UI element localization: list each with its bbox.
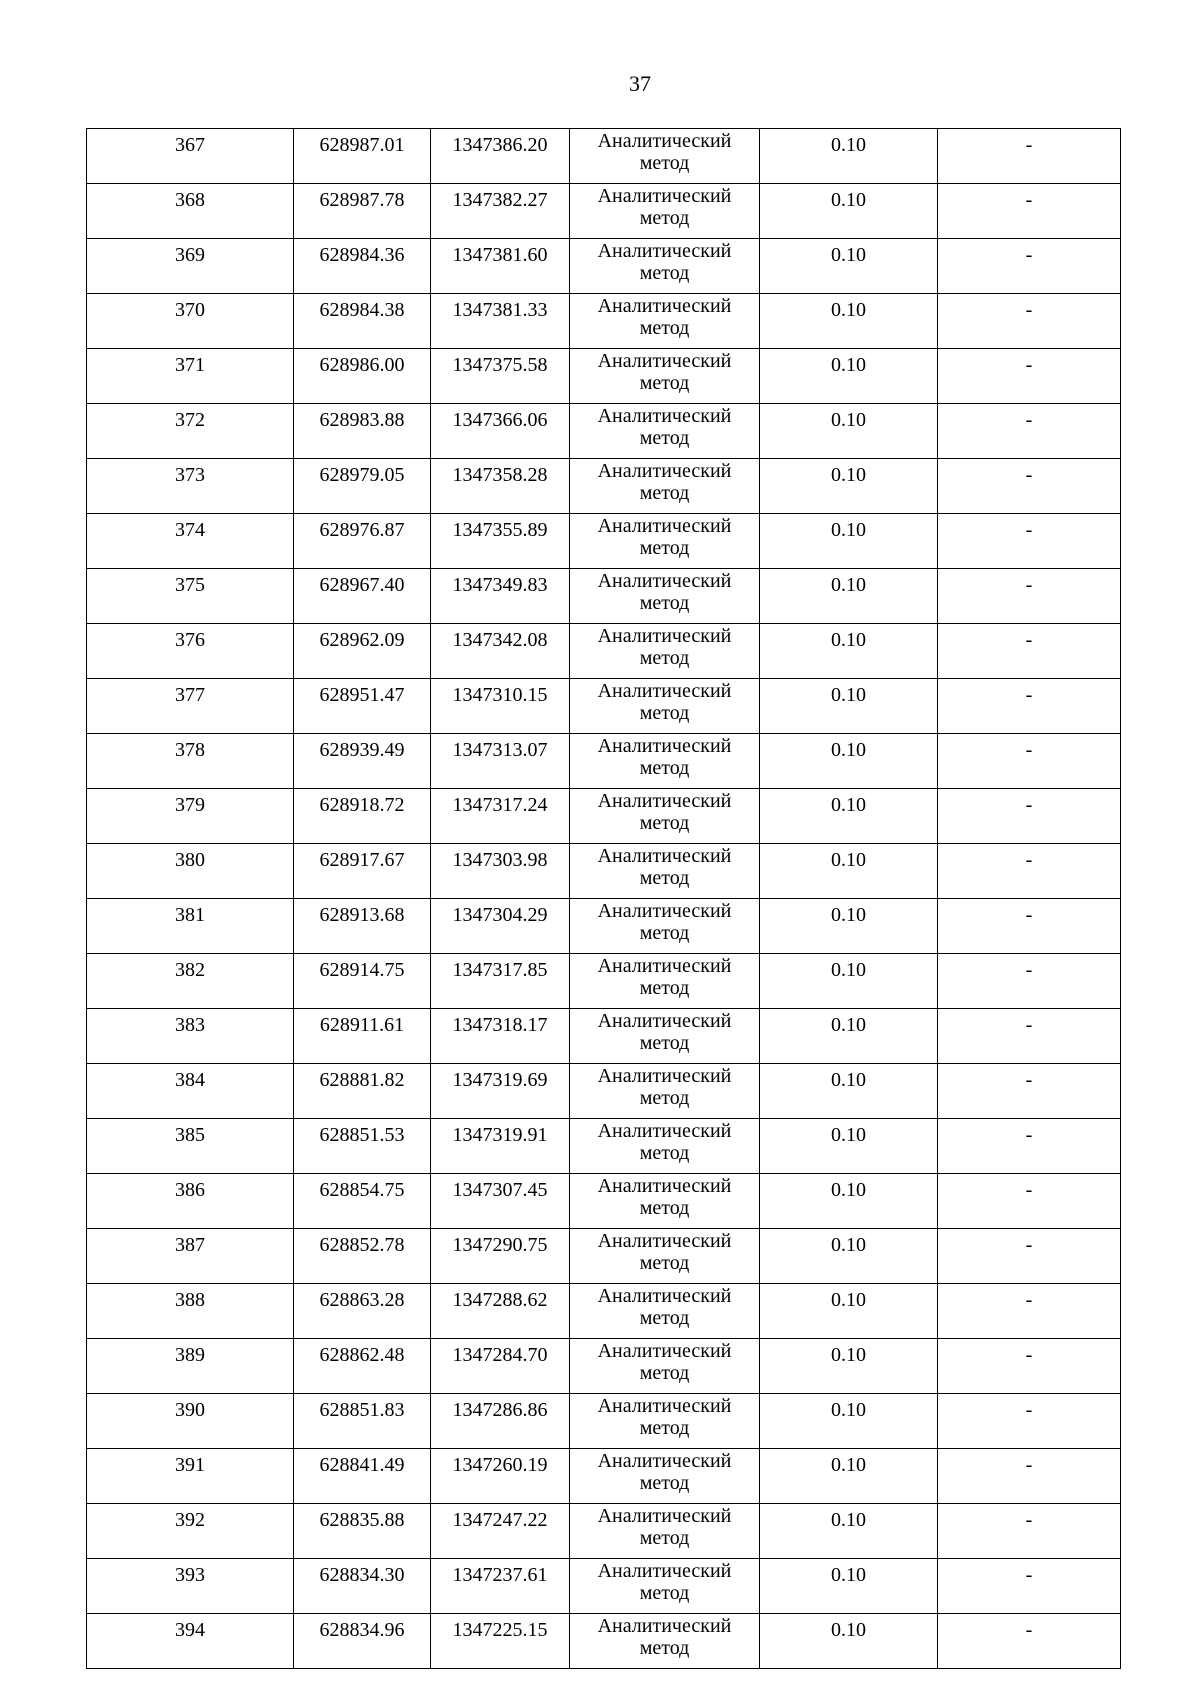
method-line-2: метод	[639, 812, 690, 834]
note-cell: -	[938, 1009, 1121, 1064]
x-coordinate-cell: 628918.72	[294, 789, 431, 844]
method-line-2: метод	[639, 262, 690, 284]
method-line-2: метод	[639, 757, 690, 779]
point-number-cell: 391	[87, 1449, 294, 1504]
method-line-2: метод	[639, 427, 690, 449]
table-row	[87, 294, 1121, 349]
method-cell	[570, 569, 760, 624]
y-coordinate-cell: 1347313.07	[431, 734, 570, 789]
method-cell	[570, 679, 760, 734]
method-line-1: Аналитический	[597, 1505, 732, 1527]
note-cell: -	[938, 129, 1121, 184]
accuracy-cell: 0.10	[760, 1229, 938, 1284]
y-coordinate-cell: 1347317.24	[431, 789, 570, 844]
table-row	[87, 239, 1121, 294]
point-number-cell: 393	[87, 1559, 294, 1614]
method-line-2: метод	[639, 592, 690, 614]
point-number-cell: 386	[87, 1174, 294, 1229]
y-coordinate-cell: 1347381.33	[431, 294, 570, 349]
method-cell	[570, 624, 760, 679]
accuracy-cell: 0.10	[760, 459, 938, 514]
y-coordinate-cell: 1347290.75	[431, 1229, 570, 1284]
y-coordinate-cell: 1347366.06	[431, 404, 570, 459]
point-number-cell: 392	[87, 1504, 294, 1559]
y-coordinate-cell: 1347310.15	[431, 679, 570, 734]
x-coordinate-cell: 628986.00	[294, 349, 431, 404]
accuracy-cell: 0.10	[760, 294, 938, 349]
accuracy-cell: 0.10	[760, 129, 938, 184]
method-line-2: метод	[639, 1472, 690, 1494]
y-coordinate-cell: 1347237.61	[431, 1559, 570, 1614]
method-line-1: Аналитический	[597, 680, 732, 702]
method-line-1: Аналитический	[597, 955, 732, 977]
x-coordinate-cell: 628911.61	[294, 1009, 431, 1064]
note-cell: -	[938, 514, 1121, 569]
method-cell	[570, 1449, 760, 1504]
point-number-cell: 394	[87, 1614, 294, 1669]
page-number: 37	[629, 71, 651, 96]
accuracy-cell: 0.10	[760, 1119, 938, 1174]
table-row	[87, 1119, 1121, 1174]
note-cell: -	[938, 1559, 1121, 1614]
x-coordinate-cell: 628914.75	[294, 954, 431, 1009]
method-line-2: метод	[639, 647, 690, 669]
x-coordinate-cell: 628976.87	[294, 514, 431, 569]
note-cell: -	[938, 624, 1121, 679]
point-number-cell: 374	[87, 514, 294, 569]
accuracy-cell: 0.10	[760, 569, 938, 624]
method-cell	[570, 954, 760, 1009]
x-coordinate-cell: 628863.28	[294, 1284, 431, 1339]
method-line-2: метод	[639, 1142, 690, 1164]
method-line-1: Аналитический	[597, 1285, 732, 1307]
method-line-1: Аналитический	[597, 790, 732, 812]
x-coordinate-cell: 628851.83	[294, 1394, 431, 1449]
table-row	[87, 1009, 1121, 1064]
note-cell: -	[938, 1449, 1121, 1504]
point-number-cell: 383	[87, 1009, 294, 1064]
method-line-1: Аналитический	[597, 900, 732, 922]
accuracy-cell: 0.10	[760, 1614, 938, 1669]
point-number-cell: 379	[87, 789, 294, 844]
table-row	[87, 1504, 1121, 1559]
method-line-2: метод	[639, 152, 690, 174]
method-line-1: Аналитический	[597, 1450, 732, 1472]
y-coordinate-cell: 1347260.19	[431, 1449, 570, 1504]
method-cell	[570, 1394, 760, 1449]
x-coordinate-cell: 628983.88	[294, 404, 431, 459]
point-number-cell: 390	[87, 1394, 294, 1449]
accuracy-cell: 0.10	[760, 1559, 938, 1614]
y-coordinate-cell: 1347318.17	[431, 1009, 570, 1064]
method-line-1: Аналитический	[597, 350, 732, 372]
method-line-1: Аналитический	[597, 735, 732, 757]
accuracy-cell: 0.10	[760, 1284, 938, 1339]
accuracy-cell: 0.10	[760, 1009, 938, 1064]
point-number-cell: 368	[87, 184, 294, 239]
method-line-2: метод	[639, 1527, 690, 1549]
coordinates-table	[86, 128, 1121, 1669]
table-row	[87, 844, 1121, 899]
x-coordinate-cell: 628834.30	[294, 1559, 431, 1614]
note-cell: -	[938, 844, 1121, 899]
method-line-1: Аналитический	[597, 845, 732, 867]
x-coordinate-cell: 628834.96	[294, 1614, 431, 1669]
x-coordinate-cell: 628967.40	[294, 569, 431, 624]
x-coordinate-cell: 628951.47	[294, 679, 431, 734]
table-row	[87, 789, 1121, 844]
x-coordinate-cell: 628854.75	[294, 1174, 431, 1229]
accuracy-cell: 0.10	[760, 1339, 938, 1394]
point-number-cell: 367	[87, 129, 294, 184]
method-line-1: Аналитический	[597, 1175, 732, 1197]
method-cell	[570, 184, 760, 239]
table-row	[87, 404, 1121, 459]
note-cell: -	[938, 899, 1121, 954]
note-cell: -	[938, 1119, 1121, 1174]
y-coordinate-cell: 1347319.91	[431, 1119, 570, 1174]
method-cell	[570, 1559, 760, 1614]
point-number-cell: 381	[87, 899, 294, 954]
method-cell	[570, 1284, 760, 1339]
accuracy-cell: 0.10	[760, 1174, 938, 1229]
method-line-2: метод	[639, 867, 690, 889]
method-line-2: метод	[639, 1582, 690, 1604]
method-line-1: Аналитический	[597, 1395, 732, 1417]
method-line-2: метод	[639, 922, 690, 944]
note-cell: -	[938, 294, 1121, 349]
table-row	[87, 1449, 1121, 1504]
y-coordinate-cell: 1347303.98	[431, 844, 570, 899]
point-number-cell: 382	[87, 954, 294, 1009]
accuracy-cell: 0.10	[760, 734, 938, 789]
y-coordinate-cell: 1347342.08	[431, 624, 570, 679]
accuracy-cell: 0.10	[760, 239, 938, 294]
y-coordinate-cell: 1347355.89	[431, 514, 570, 569]
note-cell: -	[938, 404, 1121, 459]
method-line-1: Аналитический	[597, 1230, 732, 1252]
y-coordinate-cell: 1347386.20	[431, 129, 570, 184]
point-number-cell: 380	[87, 844, 294, 899]
method-cell	[570, 1174, 760, 1229]
coordinates-table-body	[87, 129, 1121, 1669]
method-line-2: метод	[639, 1362, 690, 1384]
accuracy-cell: 0.10	[760, 1449, 938, 1504]
x-coordinate-cell: 628851.53	[294, 1119, 431, 1174]
y-coordinate-cell: 1347284.70	[431, 1339, 570, 1394]
method-cell	[570, 514, 760, 569]
accuracy-cell: 0.10	[760, 1394, 938, 1449]
x-coordinate-cell: 628841.49	[294, 1449, 431, 1504]
method-line-2: метод	[639, 1032, 690, 1054]
method-line-2: метод	[639, 1087, 690, 1109]
method-line-2: метод	[639, 207, 690, 229]
table-row	[87, 679, 1121, 734]
point-number-cell: 373	[87, 459, 294, 514]
method-cell	[570, 1064, 760, 1119]
table-row	[87, 734, 1121, 789]
note-cell: -	[938, 569, 1121, 624]
note-cell: -	[938, 459, 1121, 514]
method-line-2: метод	[639, 977, 690, 999]
accuracy-cell: 0.10	[760, 514, 938, 569]
method-line-1: Аналитический	[597, 295, 732, 317]
table-row	[87, 129, 1121, 184]
table-row	[87, 1394, 1121, 1449]
table-row	[87, 899, 1121, 954]
table-row	[87, 1559, 1121, 1614]
x-coordinate-cell: 628984.36	[294, 239, 431, 294]
y-coordinate-cell: 1347225.15	[431, 1614, 570, 1669]
method-cell	[570, 294, 760, 349]
x-coordinate-cell: 628881.82	[294, 1064, 431, 1119]
method-line-1: Аналитический	[597, 1560, 732, 1582]
note-cell: -	[938, 1229, 1121, 1284]
x-coordinate-cell: 628939.49	[294, 734, 431, 789]
accuracy-cell: 0.10	[760, 624, 938, 679]
method-line-1: Аналитический	[597, 1120, 732, 1142]
accuracy-cell: 0.10	[760, 349, 938, 404]
accuracy-cell: 0.10	[760, 844, 938, 899]
method-line-2: метод	[639, 1252, 690, 1274]
x-coordinate-cell: 628962.09	[294, 624, 431, 679]
x-coordinate-cell: 628917.67	[294, 844, 431, 899]
method-cell	[570, 404, 760, 459]
point-number-cell: 377	[87, 679, 294, 734]
point-number-cell: 369	[87, 239, 294, 294]
method-line-1: Аналитический	[597, 1615, 732, 1637]
method-line-1: Аналитический	[597, 515, 732, 537]
accuracy-cell: 0.10	[760, 1504, 938, 1559]
x-coordinate-cell: 628852.78	[294, 1229, 431, 1284]
method-cell	[570, 459, 760, 514]
method-line-2: метод	[639, 1197, 690, 1219]
note-cell: -	[938, 239, 1121, 294]
method-line-1: Аналитический	[597, 1010, 732, 1032]
point-number-cell: 372	[87, 404, 294, 459]
point-number-cell: 371	[87, 349, 294, 404]
x-coordinate-cell: 628862.48	[294, 1339, 431, 1394]
accuracy-cell: 0.10	[760, 789, 938, 844]
accuracy-cell: 0.10	[760, 1064, 938, 1119]
accuracy-cell: 0.10	[760, 184, 938, 239]
point-number-cell: 385	[87, 1119, 294, 1174]
y-coordinate-cell: 1347307.45	[431, 1174, 570, 1229]
table-row	[87, 1614, 1121, 1669]
method-cell	[570, 239, 760, 294]
table-row	[87, 569, 1121, 624]
method-line-1: Аналитический	[597, 185, 732, 207]
method-line-1: Аналитический	[597, 240, 732, 262]
note-cell: -	[938, 954, 1121, 1009]
note-cell: -	[938, 1064, 1121, 1119]
method-line-1: Аналитический	[597, 460, 732, 482]
table-row	[87, 1229, 1121, 1284]
table-row	[87, 1064, 1121, 1119]
y-coordinate-cell: 1347319.69	[431, 1064, 570, 1119]
y-coordinate-cell: 1347304.29	[431, 899, 570, 954]
method-line-2: метод	[639, 1307, 690, 1329]
method-cell	[570, 129, 760, 184]
table-row	[87, 954, 1121, 1009]
accuracy-cell: 0.10	[760, 899, 938, 954]
point-number-cell: 370	[87, 294, 294, 349]
method-cell	[570, 844, 760, 899]
table-row	[87, 1174, 1121, 1229]
note-cell: -	[938, 734, 1121, 789]
y-coordinate-cell: 1347358.28	[431, 459, 570, 514]
table-row	[87, 184, 1121, 239]
note-cell: -	[938, 1339, 1121, 1394]
note-cell: -	[938, 1614, 1121, 1669]
accuracy-cell: 0.10	[760, 679, 938, 734]
y-coordinate-cell: 1347382.27	[431, 184, 570, 239]
method-line-2: метод	[639, 702, 690, 724]
table-row	[87, 349, 1121, 404]
note-cell: -	[938, 679, 1121, 734]
note-cell: -	[938, 349, 1121, 404]
y-coordinate-cell: 1347349.83	[431, 569, 570, 624]
y-coordinate-cell: 1347381.60	[431, 239, 570, 294]
method-cell	[570, 899, 760, 954]
accuracy-cell: 0.10	[760, 404, 938, 459]
x-coordinate-cell: 628835.88	[294, 1504, 431, 1559]
point-number-cell: 389	[87, 1339, 294, 1394]
note-cell: -	[938, 1394, 1121, 1449]
method-cell	[570, 789, 760, 844]
method-cell	[570, 1009, 760, 1064]
note-cell: -	[938, 184, 1121, 239]
method-line-1: Аналитический	[597, 1065, 732, 1087]
y-coordinate-cell: 1347317.85	[431, 954, 570, 1009]
point-number-cell: 376	[87, 624, 294, 679]
method-cell	[570, 1119, 760, 1174]
x-coordinate-cell: 628984.38	[294, 294, 431, 349]
method-cell	[570, 1339, 760, 1394]
method-line-1: Аналитический	[597, 570, 732, 592]
point-number-cell: 384	[87, 1064, 294, 1119]
method-cell	[570, 1504, 760, 1559]
method-line-1: Аналитический	[597, 1340, 732, 1362]
x-coordinate-cell: 628979.05	[294, 459, 431, 514]
x-coordinate-cell: 628913.68	[294, 899, 431, 954]
table-row	[87, 624, 1121, 679]
method-line-1: Аналитический	[597, 130, 732, 152]
method-cell	[570, 349, 760, 404]
table-row	[87, 1339, 1121, 1394]
note-cell: -	[938, 1284, 1121, 1339]
accuracy-cell: 0.10	[760, 954, 938, 1009]
x-coordinate-cell: 628987.78	[294, 184, 431, 239]
y-coordinate-cell: 1347247.22	[431, 1504, 570, 1559]
method-cell	[570, 734, 760, 789]
point-number-cell: 378	[87, 734, 294, 789]
y-coordinate-cell: 1347288.62	[431, 1284, 570, 1339]
x-coordinate-cell: 628987.01	[294, 129, 431, 184]
note-cell: -	[938, 1504, 1121, 1559]
table-row	[87, 459, 1121, 514]
method-line-2: метод	[639, 537, 690, 559]
point-number-cell: 375	[87, 569, 294, 624]
method-line-1: Аналитический	[597, 625, 732, 647]
method-line-2: метод	[639, 1637, 690, 1659]
table-row	[87, 514, 1121, 569]
method-line-2: метод	[639, 317, 690, 339]
y-coordinate-cell: 1347375.58	[431, 349, 570, 404]
point-number-cell: 387	[87, 1229, 294, 1284]
method-cell	[570, 1614, 760, 1669]
method-line-2: метод	[639, 482, 690, 504]
method-line-2: метод	[639, 1417, 690, 1439]
method-line-2: метод	[639, 372, 690, 394]
point-number-cell: 388	[87, 1284, 294, 1339]
table-row	[87, 1284, 1121, 1339]
note-cell: -	[938, 789, 1121, 844]
method-cell	[570, 1229, 760, 1284]
method-line-1: Аналитический	[597, 405, 732, 427]
note-cell: -	[938, 1174, 1121, 1229]
y-coordinate-cell: 1347286.86	[431, 1394, 570, 1449]
